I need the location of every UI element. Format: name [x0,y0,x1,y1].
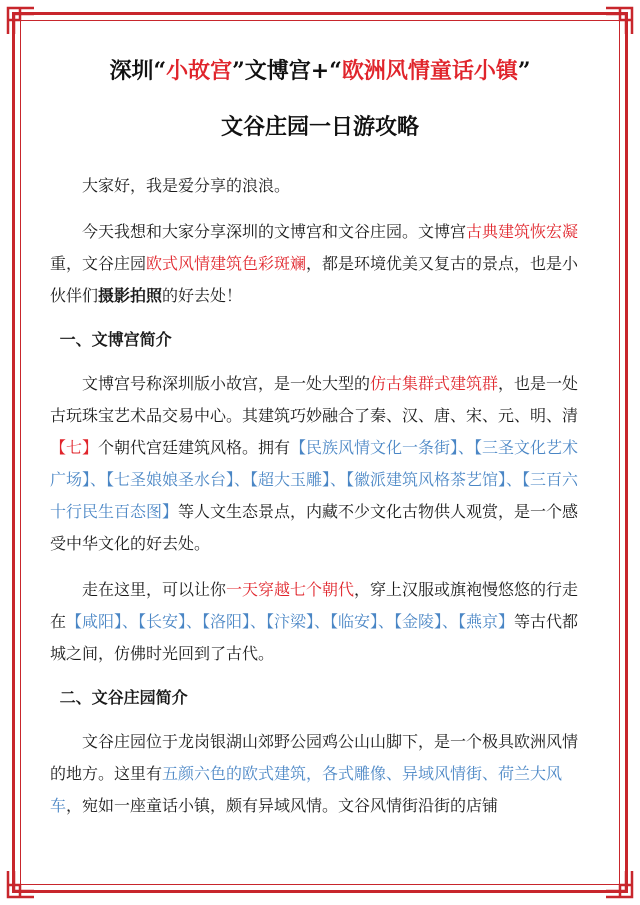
text-run-red: 小故宫 [166,58,233,84]
text-run-plain: 深圳“ [109,58,167,84]
corner-ornament-bottom-right [604,869,634,899]
text-run-plain: 文谷庄园位于龙岗银湖山郊野公园鸡公山山脚下，是一个极具欧洲风情的地方。这里有 [50,732,579,783]
text-run-red: 古典建筑恢宏凝 [466,222,579,241]
article-title-line1 [50,54,590,88]
wenbogong-intro-paragraph [50,368,590,560]
section-heading-wenbogong: 一、文博宫简介 [59,330,172,349]
text-run-blue: 五颜六色的欧式建筑，各式雕像、异域风情街、荷兰大风车 [50,764,563,815]
text-run-plain: ，都是环境优美又复古的景点，也是小伙伴们 [50,254,579,305]
intro-paragraph: 大家好，我是爱分享的浪浪。 [82,176,291,195]
text-run-red: 欧洲风情童话小镇 [341,58,518,84]
article-title-line2: 文谷庄园一日游攻略 [220,114,419,140]
text-run-blue: 【民族风情文化一条街】、【三圣文化艺术广场】、【七圣娘娘圣水台】、【超大玉雕】、【徽派建筑风格茶艺馆】、【三百六十行民生百态图】 [50,438,579,521]
wenbogong-dynasties-paragraph [50,574,590,670]
section-heading-wengu-manor: 二、文谷庄园简介 [59,688,188,707]
corner-ornament-bottom-left [6,869,36,899]
text-run-blue: 【咸阳】、【长安】、【洛阳】、【汴梁】、【临安】、【金陵】、【燕京】 [66,612,515,631]
overview-paragraph [50,216,590,312]
text-run-red: 欧式风情建筑色彩斑斓 [146,254,307,273]
text-run-plain: 的好去处！ [162,286,243,305]
text-run-red: 仿古集群式建筑群 [370,374,499,393]
text-run-plain: 等人文生态景点，内藏不少文化古物供人观赏，是一个感受中华文化的好去处。 [50,502,579,553]
text-run-plain: ，宛如一座童话小镇，颇有异域风情。文谷风情街沿街的店铺 [66,796,499,815]
text-run-red: 一天穿越七个朝代 [226,580,355,599]
text-run-plain: ，也是一处古玩珠宝艺术品交易中心。其建筑巧妙融合了秦、汉、唐、宋、元、明、清 [50,374,579,425]
text-run-plain: 走在这里，可以让你 [82,580,227,599]
text-run-plain: 等古代都城之间，仿佛时光回到了古代。 [50,612,579,663]
text-run-plain: ” [517,58,531,84]
wengu-manor-paragraph [50,726,590,822]
text-run-red: 【七】 [50,438,99,457]
corner-ornament-top-left [6,6,36,36]
text-run-plain: ，穿上汉服或旗袍慢悠悠的行走在 [50,580,579,631]
article-body [50,48,590,822]
text-run-bold: 摄影拍照 [98,286,163,305]
text-run-plain: 今天我想和大家分享深圳的文博宫和文谷庄园。文博宫 [82,222,467,241]
text-run-plain: 个朝代宫廷建筑风格。拥有 [98,438,291,457]
text-run-plain: 重，文谷庄园 [50,254,147,273]
text-run-plain: ”文博宫+“ [232,58,342,84]
text-run-plain: 文博宫号称深圳版小故宫，是一处大型的 [82,374,371,393]
corner-ornament-top-right [604,6,634,36]
